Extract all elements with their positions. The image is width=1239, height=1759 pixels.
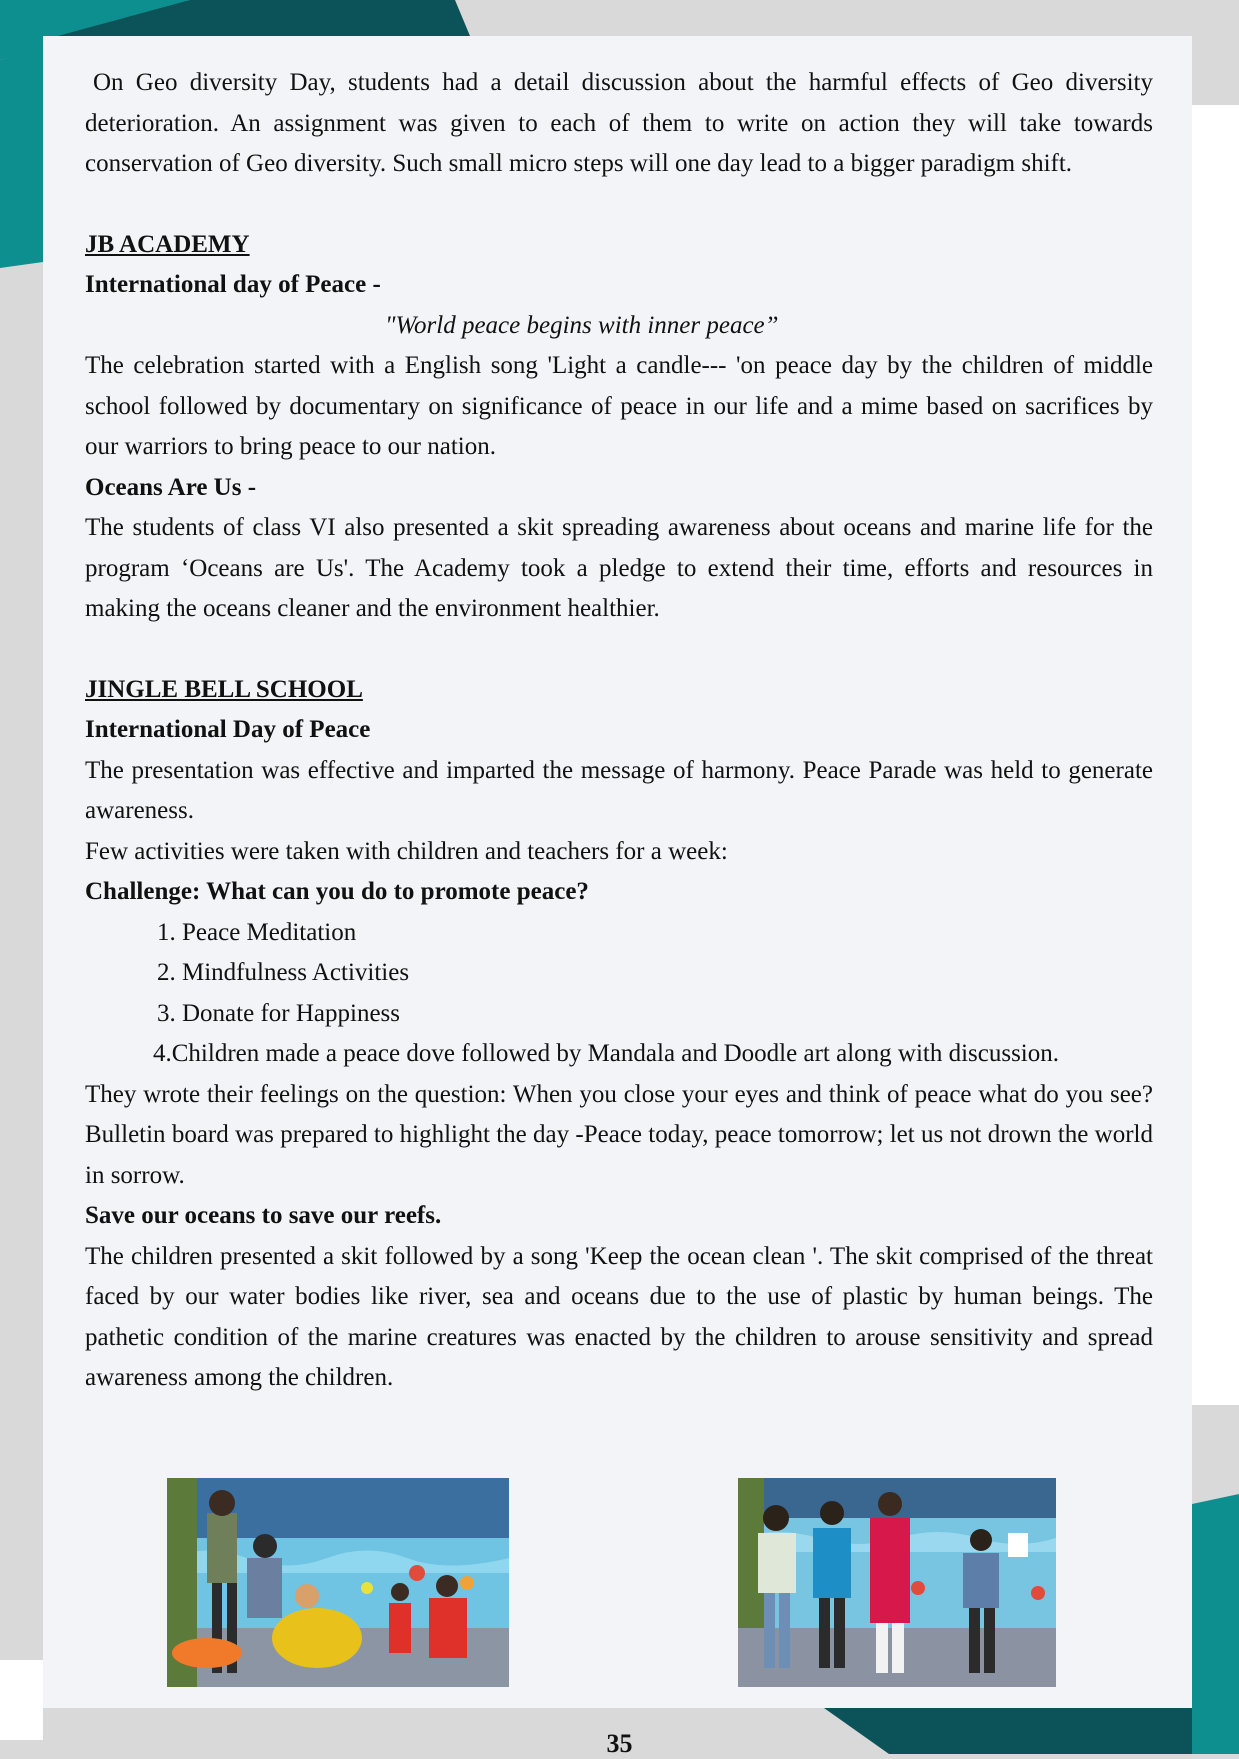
challenge-title: Challenge: What can you do to promote peace?: [85, 878, 589, 905]
list-item: 2. Mindfulness Activities: [157, 959, 410, 986]
corner-decoration-bottom-left: [0, 1660, 45, 1740]
peace-quote: "World peace begins with inner peace”: [385, 311, 779, 339]
page-content: [85, 63, 1153, 1399]
page-number: 35: [606, 1729, 633, 1758]
jb-academy-heading: JB ACADEMY: [85, 230, 250, 258]
corner-decoration-right-white: [1192, 105, 1239, 1405]
list-item-text: Children made a peace dove followed by Mandala and Doodle art along with discussion.: [171, 1040, 1060, 1067]
list-item: [85, 1034, 1153, 1075]
save-oceans-paragraph: The children presented a skit followed by a song 'Keep the ocean clean '. The skit comprised of the threat faced by our water bodies like river, sea and oceans due to the use of plastic by human beings. The pathetic condition of the marine creatures was enacted by the children to arouse sensitivity and spread awareness among the children.: [85, 1242, 1153, 1391]
list-item: 1. Peace Meditation: [157, 918, 357, 946]
jingle-peace-paragraph: The presentation was effective and imparted the message of harmony. Peace Parade was held to generate awareness.: [85, 756, 1153, 824]
activities-intro: Few activities were taken with children and teachers for a week:: [85, 837, 728, 865]
jb-oceans-paragraph: The students of class VI also presented a skit spreading awareness about oceans and marine life for the program ‘Oceans are Us'. The Academy took a pledge to extend their time, efforts and resources in making the oceans cleaner and the environment healthier.: [85, 514, 1153, 622]
save-oceans-title: Save our oceans to save our reefs.: [85, 1202, 442, 1229]
list-item-number: 4.: [153, 1040, 172, 1067]
intro-paragraph: On Geo diversity Day, students had a detail discussion about the harmful effects of Geo diversity deterioration. An assignment was given to each of them to write on action they will take towards conservation of Geo diversity. Such small micro steps will one day lead to a bigger paradigm shift.: [85, 69, 1153, 177]
jb-peace-paragraph: The celebration started with a English song 'Light a candle--- 'on peace day by the children of middle school followed by documentary on significance of peace in our life and a mime based on sacrifices by our warriors to bring peace to our nation.: [85, 352, 1153, 460]
jingle-peace-title: International Day of Peace: [85, 716, 371, 743]
list-item: 3. Donate for Happiness: [157, 999, 400, 1027]
feelings-paragraph: They wrote their feelings on the question: When you close your eyes and think of peace what do you see? Bulletin board was prepared to highlight the day -Peace today, peace tomorrow; let us not drown the world in sorrow.: [85, 1080, 1153, 1189]
jb-peace-title: International day of Peace -: [85, 271, 381, 298]
jingle-bell-heading: JINGLE BELL SCHOOL: [85, 675, 363, 703]
activities-list: [85, 913, 1153, 1075]
song-photo: [738, 1478, 1056, 1687]
jb-oceans-title: Oceans Are Us -: [85, 473, 257, 501]
skit-photo: [167, 1478, 509, 1687]
